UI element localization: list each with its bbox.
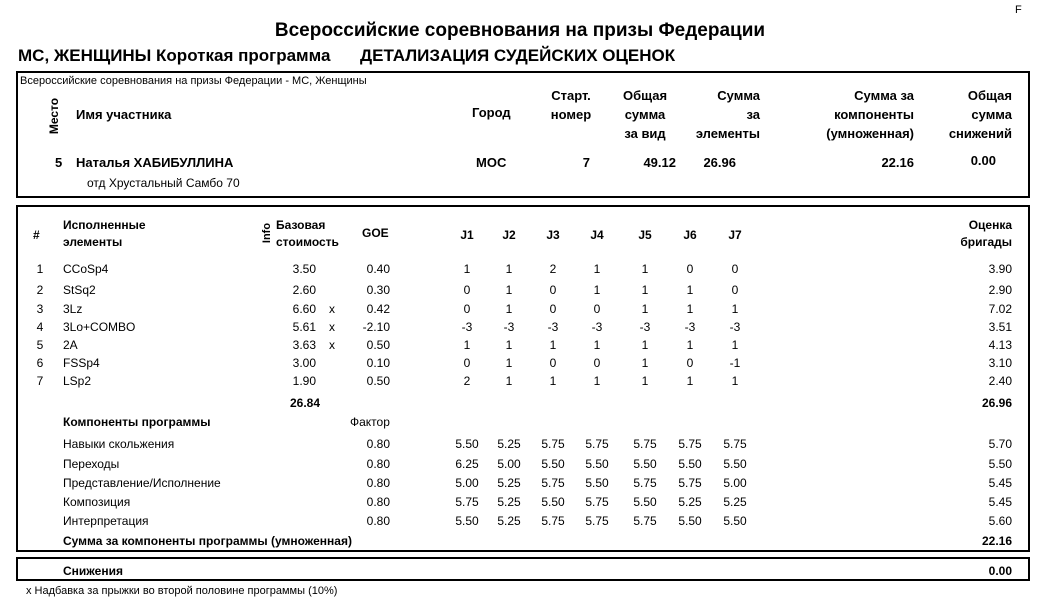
judge-mark: 5.50 [678,457,702,471]
judge-mark: 1 [641,262,649,276]
judge-mark: 5.50 [585,476,609,490]
judge-header: J5 [638,228,652,242]
element-name: 3Lo+COMBO [63,320,136,334]
component-factor: 0.80 [366,437,390,451]
judge-mark: 1 [731,374,739,388]
skater-elements-score: 26.96 [703,155,736,170]
judge-mark: 1 [505,283,513,297]
judge-mark: 1 [641,356,649,370]
element-number: 3 [36,302,44,316]
judge-mark: 1 [505,338,513,352]
judge-mark: 5.75 [723,437,747,451]
element-goe: 0.10 [366,356,390,370]
judge-mark: -3 [547,320,559,334]
element-base-value: 1.90 [292,374,316,388]
judge-header: J4 [590,228,604,242]
judge-mark: 5.75 [541,514,565,528]
judge-mark: -3 [503,320,515,334]
judge-mark: 0 [549,302,557,316]
judge-header: J7 [728,228,742,242]
element-name: 2A [63,338,78,352]
element-goe: 0.50 [366,338,390,352]
judge-mark: 1 [549,374,557,388]
judge-mark: 5.25 [723,495,747,509]
judge-mark: 1 [641,302,649,316]
judge-mark: 5.75 [585,437,609,451]
goe-header: GOE [362,226,389,240]
judge-mark: 1 [641,338,649,352]
judge-mark: 5.75 [585,495,609,509]
judge-mark: 5.75 [678,476,702,490]
judge-mark: 5.75 [541,437,565,451]
skater-club: отд Хрустальный Самбо 70 [87,176,240,190]
element-number: 7 [36,374,44,388]
program-components-header: Компоненты программы [63,415,211,429]
component-factor: 0.80 [366,476,390,490]
component-name: Интерпретация [63,514,149,528]
element-panel-score: 3.51 [988,320,1012,334]
element-info: x [329,320,335,334]
judge-mark: 6.25 [455,457,479,471]
element-name: StSq2 [63,283,96,297]
deductions-box [16,557,1030,581]
judge-mark: 5.25 [497,514,521,528]
skater-city: МОС [476,155,507,170]
judge-mark: 1 [641,374,649,388]
judge-mark: 5.75 [455,495,479,509]
judge-mark: 1 [505,262,513,276]
judge-mark: 0 [686,356,694,370]
component-factor: 0.80 [366,514,390,528]
judge-mark: -3 [639,320,651,334]
deductions-header: Общая сумма снижений [948,88,1012,141]
judge-mark: 5.75 [678,437,702,451]
element-base-value: 3.63 [292,338,316,352]
judge-mark: 5.00 [723,476,747,490]
judge-mark: 1 [593,338,601,352]
judge-mark: 5.00 [497,457,521,471]
judge-mark: 1 [686,338,694,352]
skater-total-score: 49.12 [643,155,676,170]
component-name: Навыки скольжения [63,437,175,451]
footnote: x Надбавка за прыжки во второй половине программы (10%) [26,585,338,597]
judge-header: J2 [502,228,516,242]
skater-deductions: 0.00 [970,153,996,168]
judge-mark: 0 [686,262,694,276]
judge-mark: 0 [593,302,601,316]
place-header: Место [47,97,61,135]
skater-start-number: 7 [582,155,590,170]
judge-mark: 5.50 [585,457,609,471]
judge-mark: 1 [731,302,739,316]
element-goe: 0.30 [366,283,390,297]
judge-mark: 1 [463,262,471,276]
judge-mark: 1 [505,374,513,388]
judge-mark: 5.25 [497,495,521,509]
component-factor: 0.80 [366,495,390,509]
judge-mark: 0 [549,283,557,297]
judge-header: J6 [683,228,697,242]
judge-mark: 0 [463,302,471,316]
judge-mark: 0 [731,262,739,276]
judge-mark: 5.50 [633,457,657,471]
element-base-value: 3.00 [292,356,316,370]
base-value-header: Базовая стоимость [276,218,339,249]
judge-mark: -3 [729,320,741,334]
component-panel-score: 5.45 [988,495,1012,509]
judge-mark: 2 [463,374,471,388]
element-panel-score: 3.90 [988,262,1012,276]
element-info: x [329,338,335,352]
judge-mark: 5.00 [455,476,479,490]
judge-mark: 5.25 [497,437,521,451]
judge-mark: 1 [593,283,601,297]
judge-mark: 1 [686,283,694,297]
component-panel-score: 5.70 [988,437,1012,451]
element-base-value: 5.61 [292,320,316,334]
components-score-header: Сумма за компоненты (умноженная) [826,88,914,141]
component-name: Переходы [63,457,120,471]
executed-elements-header: Исполненные элементы [63,218,146,249]
judge-mark: 1 [731,338,739,352]
element-goe: -2.10 [362,320,390,334]
judge-mark: 1 [505,302,513,316]
judge-mark: 5.75 [633,437,657,451]
judge-header: J1 [460,228,474,242]
event-line: Всероссийские соревнования на призы Федерации - МС, Женщины [20,75,367,87]
judge-mark: 1 [463,338,471,352]
element-panel-score: 3.10 [988,356,1012,370]
base-value-total: 26.84 [289,396,320,410]
element-name: CCoSp4 [63,262,109,276]
element-number: 4 [36,320,44,334]
judge-mark: 0 [463,356,471,370]
element-name: FSSp4 [63,356,100,370]
judge-mark: 1 [549,338,557,352]
judge-mark: 1 [686,302,694,316]
judge-mark: 0 [731,283,739,297]
judge-mark: 1 [505,356,513,370]
judge-mark: 5.75 [541,476,565,490]
judge-mark: 0 [593,356,601,370]
element-base-value: 2.60 [292,283,316,297]
city-header: Город [472,105,511,120]
category-title: МС, ЖЕНЩИНЫ Короткая программа [18,46,331,65]
element-base-value: 6.60 [292,302,316,316]
judge-mark: 5.75 [585,514,609,528]
judge-mark: 5.50 [455,514,479,528]
judge-mark: 0 [549,356,557,370]
element-number: 6 [36,356,44,370]
components-sum-value: 22.16 [981,534,1012,548]
judge-mark: 1 [641,283,649,297]
elements-total: 26.96 [981,396,1012,410]
judge-mark: 5.25 [678,495,702,509]
judge-mark: 5.50 [633,495,657,509]
judge-mark: 5.50 [455,437,479,451]
element-number-header: # [33,228,40,242]
element-name: LSp2 [63,374,92,388]
element-panel-score: 2.90 [988,283,1012,297]
component-factor: 0.80 [366,457,390,471]
skater-components-score: 22.16 [881,155,914,170]
element-panel-score: 7.02 [988,302,1012,316]
judge-mark: 5.50 [541,457,565,471]
judge-mark: 5.25 [497,476,521,490]
judge-mark: 1 [686,374,694,388]
judge-mark: -3 [461,320,473,334]
panel-score-header: Оценка бригады [960,218,1012,249]
judge-mark: -1 [729,356,741,370]
component-panel-score: 5.60 [988,514,1012,528]
component-name: Представление/Исполнение [63,476,221,490]
deductions-value: 0.00 [988,564,1012,578]
element-number: 5 [36,338,44,352]
element-goe: 0.50 [366,374,390,388]
judge-mark: 5.75 [633,514,657,528]
judge-mark: 0 [463,283,471,297]
element-name: 3Lz [63,302,83,316]
judge-mark: 1 [593,374,601,388]
report-title: ДЕТАЛИЗАЦИЯ СУДЕЙСКИХ ОЦЕНОК [360,46,676,65]
skater-name: Наталья ХАБИБУЛЛИНА [76,155,234,170]
judge-mark: 5.50 [541,495,565,509]
judge-mark: 5.50 [678,514,702,528]
name-header: Имя участника [76,107,172,122]
judge-mark: 5.75 [633,476,657,490]
judge-mark: 5.50 [723,514,747,528]
judge-mark: -3 [591,320,603,334]
judge-mark: 5.50 [723,457,747,471]
element-goe: 0.40 [366,262,390,276]
component-name: Композиция [63,495,131,509]
component-panel-score: 5.50 [988,457,1012,471]
elements-score-header: Сумма за элементы [695,88,760,141]
element-info: x [329,302,335,316]
start-number-header: Старт. номер [550,88,592,122]
factor-header: Фактор [350,415,390,429]
element-number: 1 [36,262,44,276]
judge-mark: 1 [593,262,601,276]
components-sum-label: Сумма за компоненты программы (умноженная) [63,534,352,548]
skater-place: 5 [55,155,63,170]
element-panel-score: 2.40 [988,374,1012,388]
judge-mark: -3 [684,320,696,334]
judge-mark: 2 [549,262,557,276]
element-base-value: 3.50 [292,262,316,276]
component-panel-score: 5.45 [988,476,1012,490]
total-score-header: Общая сумма за вид [622,88,668,141]
element-goe: 0.42 [366,302,390,316]
element-panel-score: 4.13 [988,338,1012,352]
judge-header: J3 [546,228,560,242]
deductions-label: Снижения [63,564,123,578]
element-number: 2 [36,283,44,297]
info-header: Info [261,222,273,244]
page-title: Всероссийские соревнования на призы Федерации [274,20,766,41]
corner-mark: F [1015,4,1022,16]
